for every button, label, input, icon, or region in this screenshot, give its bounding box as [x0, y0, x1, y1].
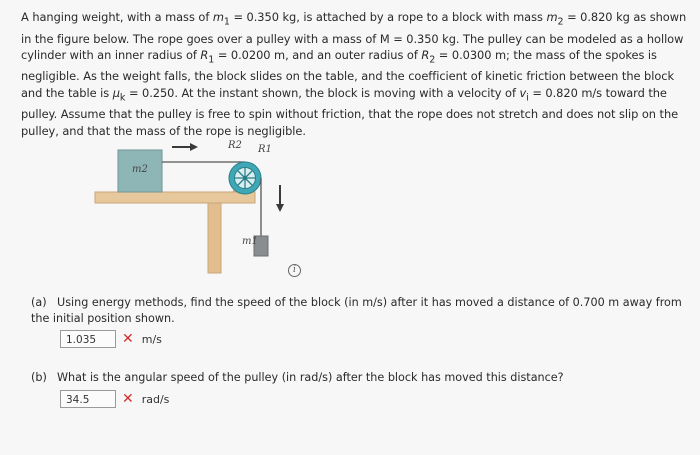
part-a-question: Using energy methods, find the speed of the block (in m/s) after it has moved a distance of 0.700 m away from the initial position shown.	[31, 296, 682, 325]
downward-arrow	[276, 185, 284, 212]
incorrect-x-icon: ✕	[122, 391, 134, 407]
part-b-letter: (b)	[31, 371, 47, 384]
table-top	[95, 192, 255, 203]
part-b-answer-input[interactable]: 34.5	[60, 390, 116, 408]
part-a	[31, 295, 686, 327]
label-m2: m2	[132, 164, 148, 175]
part-a-letter: (a)	[31, 296, 47, 309]
part-a-unit: m/s	[141, 332, 162, 346]
label-r1: R1	[258, 144, 272, 155]
part-b-question: What is the angular speed of the pulley (in rad/s) after the block has moved this distance?	[57, 371, 564, 384]
part-a-answer-input[interactable]: 1.035	[60, 330, 116, 348]
incorrect-x-icon: ✕	[122, 331, 134, 347]
pulley-figure	[90, 130, 300, 280]
problem-statement: A hanging weight, with a mass of $m_1 = 0.350$ kg, is attached by a rope to a block with mass $m_2 = 0.820$ kg as shown in the figure below. The rope goes over a pulley with a mass of M = 0.350 kg. The pulley can be modeled as a hollow cylinder with an inner radius of $R_1 = 0.0200$ m, and an outer radius of $R_2 = 0.0300$ m; the mass of the spokes is negligible. As the weight falls, the block slides on the table, and the coefficient of kinetic friction between the block and the table is $\mu_k = 0.250$. At the instant shown, the block is moving with a velocity of $v_i = 0.820$ m/s toward the pulley. Assume that the pulley is free to spin without friction, that the rope does not stretch and does not slip on the pulley, and that the mass of the rope is negligible.	[21, 10, 687, 138]
part-b-unit: rad/s	[141, 392, 170, 406]
part-b-answer-row	[60, 390, 169, 408]
table-leg	[208, 203, 221, 273]
label-r2: R2	[228, 140, 242, 151]
pulley-axle	[243, 176, 247, 180]
label-m1: m1	[242, 236, 258, 247]
info-icon[interactable]: i	[288, 264, 301, 277]
part-a-answer-row	[60, 330, 162, 348]
velocity-arrow	[172, 143, 198, 151]
part-b	[31, 371, 686, 384]
